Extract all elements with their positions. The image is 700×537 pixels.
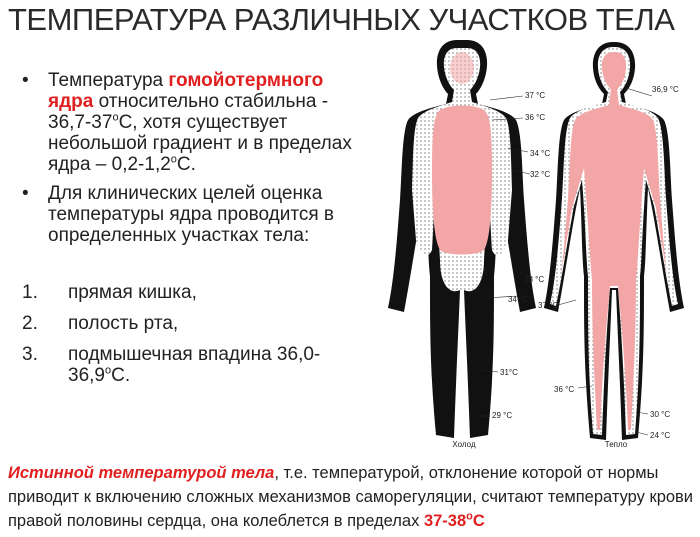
degree-superscript: о	[104, 364, 112, 377]
temperature-range: 37-38	[423, 512, 467, 530]
bullet-text: Для клинических целей оценка температуры ядра проводится в определенных участках тела:	[48, 183, 334, 246]
degree-superscript: о	[466, 510, 473, 523]
list-text: подмышечная впадина 36,0-36,9	[68, 344, 321, 386]
body-figures-svg	[380, 40, 700, 450]
cold-label-29: 29 °C	[492, 411, 513, 420]
degree-superscript: о	[112, 111, 119, 124]
list-item	[22, 313, 367, 334]
bullet-item-core-temperature	[22, 70, 367, 175]
cold-body-figure	[388, 40, 536, 449]
cold-label-34: 34 °C	[530, 149, 551, 158]
bullet-item-clinical	[22, 183, 367, 246]
degree-superscript: о	[170, 153, 177, 166]
cold-label-32: 32 °C	[530, 170, 551, 179]
cold-label-37: 37 °C	[525, 91, 546, 100]
bullet-marker: •	[22, 70, 29, 91]
warm-label-37: 37 °C	[538, 301, 559, 310]
numbered-list	[22, 282, 367, 396]
definition-text: , т.е. температурой, отклонение которой от нормы приводит к включению сложных механизмов саморегуляции, считают температуру крови правой половины сердца, она колеблется в пределах	[8, 464, 694, 530]
list-text: полость рта,	[68, 313, 179, 334]
bullet-text-part: С.	[176, 154, 196, 175]
bullet-text-part: относительно стабильна - 36,7-37	[48, 91, 329, 133]
list-number: 1.	[22, 282, 38, 303]
list-text: прямая кишка,	[68, 282, 197, 303]
list-item	[22, 282, 367, 303]
definition-paragraph	[8, 461, 698, 533]
list-text-tail: С.	[111, 365, 131, 386]
page-title: ТЕМПЕРАТУРА РАЗЛИЧНЫХ УЧАСТКОВ ТЕЛА	[8, 2, 675, 37]
warm-label-30: 30 °C	[650, 410, 671, 419]
cold-label-34-leg: 34 °C	[508, 295, 529, 304]
true-temperature-term: Истинной температурой тела	[8, 464, 275, 482]
cold-label-36: 36 °C	[525, 113, 546, 122]
bullet-text-part: С, хотя существует небольшой градиент и в пределах ядра – 0,2-1,2	[48, 112, 352, 175]
highlight-term: гомойотермного ядра	[48, 70, 324, 112]
bullet-list	[22, 70, 367, 254]
cold-label-28: 28 °C	[524, 275, 545, 284]
cold-label-31: 31°C	[500, 368, 518, 377]
warm-caption: Тепло	[604, 440, 628, 449]
warm-label-369: 36,9 °C	[652, 85, 679, 94]
bullet-text-part: Температура	[48, 70, 169, 91]
warm-label-24: 24 °C	[650, 431, 671, 440]
cold-caption: Холод	[452, 440, 476, 449]
bullet-marker: •	[22, 183, 29, 204]
temperature-unit: С	[472, 512, 485, 530]
list-number: 3.	[22, 344, 38, 365]
list-item	[22, 344, 367, 386]
list-number: 2.	[22, 313, 38, 334]
warm-label-36: 36 °C	[554, 385, 575, 394]
body-temperature-figure	[380, 40, 700, 450]
